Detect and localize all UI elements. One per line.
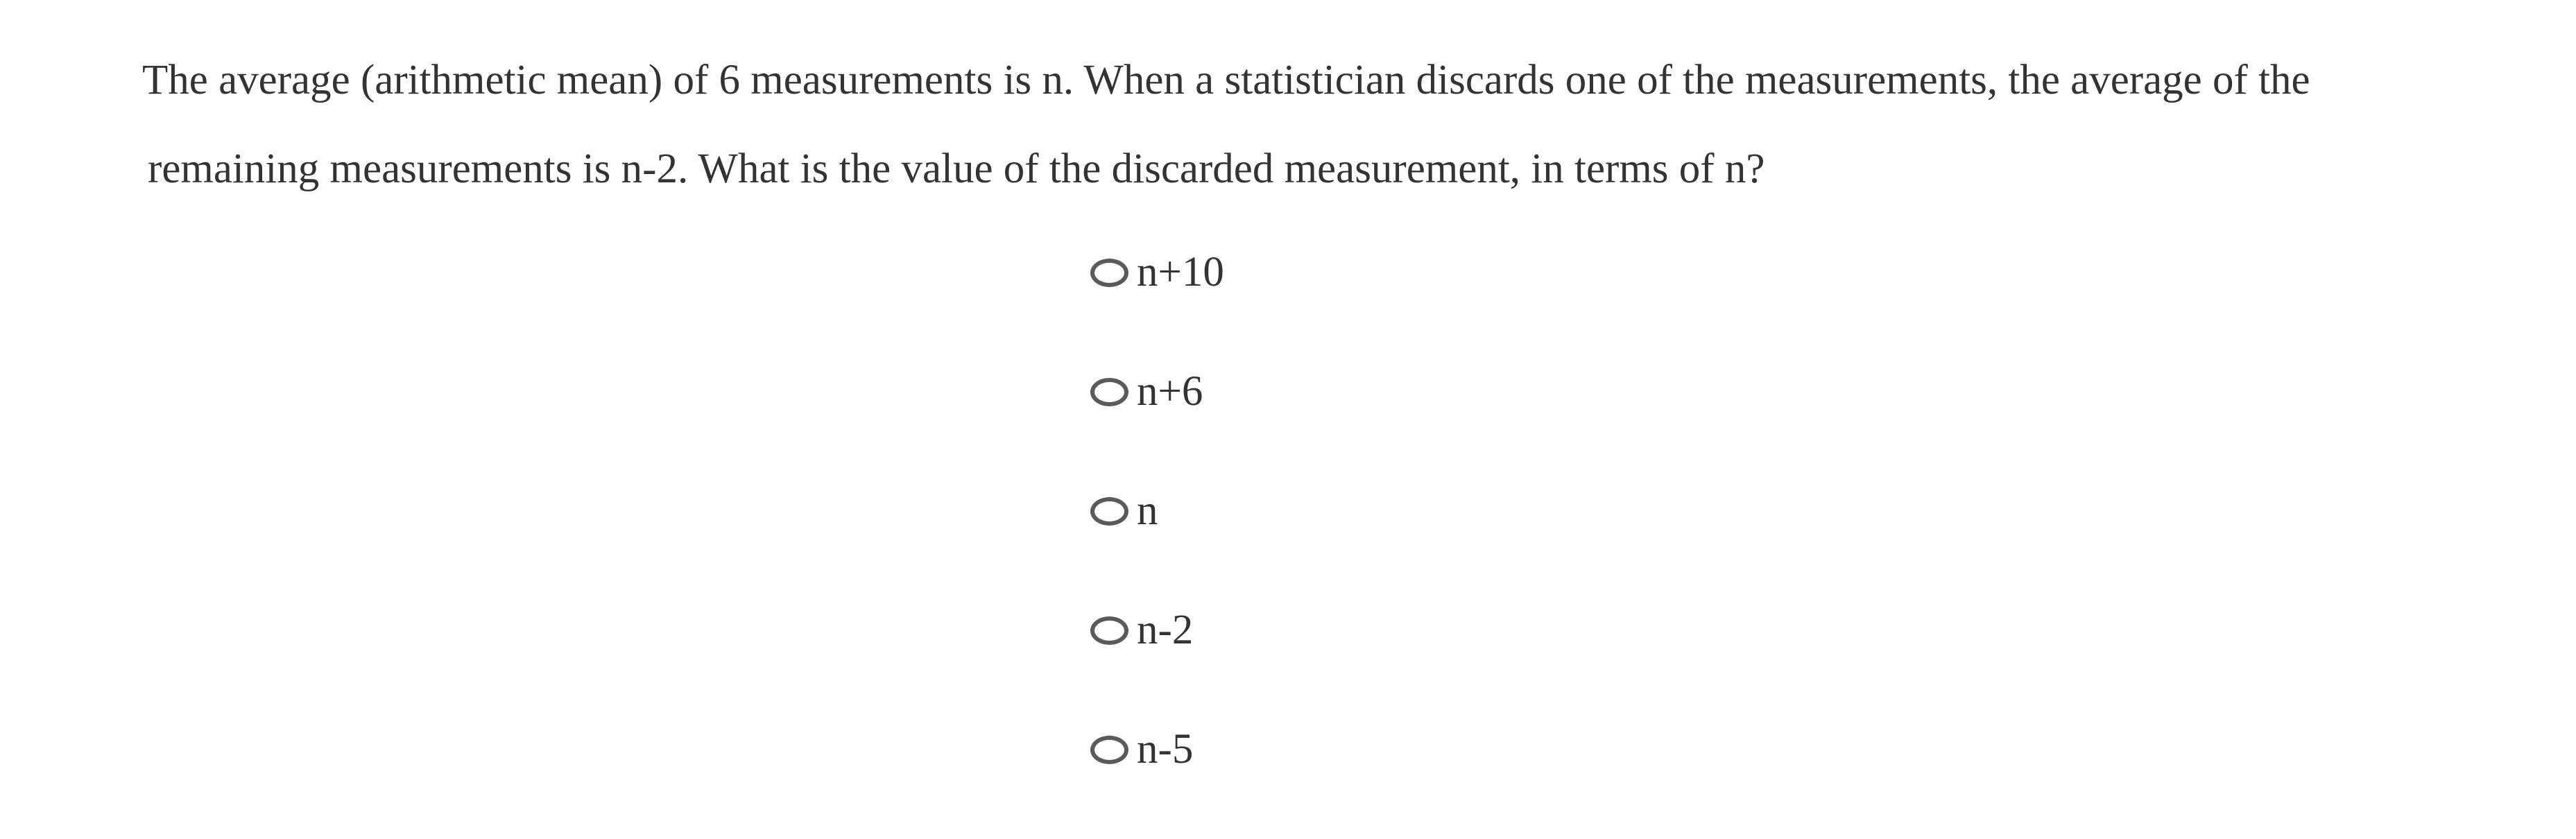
option-label: n-5	[1137, 726, 1194, 772]
question-text	[142, 36, 2445, 214]
question-line-2: remaining measurements is n-2. What is the value of the discarded measurement, in terms of n?	[148, 146, 1765, 192]
option-label: n+6	[1137, 368, 1203, 415]
answer-options	[1090, 241, 1224, 838]
answer-option-n-plus-10[interactable]	[1090, 241, 1224, 304]
question-line-1: The average (arithmetic mean) of 6 measurements is n. When a statistician discards one of the measurements, the average of the	[142, 57, 2310, 103]
radio-button[interactable]	[1090, 736, 1128, 764]
option-label: n	[1137, 487, 1158, 534]
answer-option-n-minus-2[interactable]	[1090, 599, 1224, 661]
radio-button[interactable]	[1090, 616, 1128, 645]
radio-button[interactable]	[1090, 497, 1128, 526]
option-label: n+10	[1137, 249, 1224, 295]
answer-option-n[interactable]	[1090, 480, 1224, 542]
answer-option-n-plus-6[interactable]	[1090, 361, 1224, 423]
radio-button[interactable]	[1090, 378, 1128, 406]
option-label: n-2	[1137, 607, 1194, 653]
radio-button[interactable]	[1090, 259, 1128, 287]
answer-option-n-minus-5[interactable]	[1090, 718, 1224, 781]
